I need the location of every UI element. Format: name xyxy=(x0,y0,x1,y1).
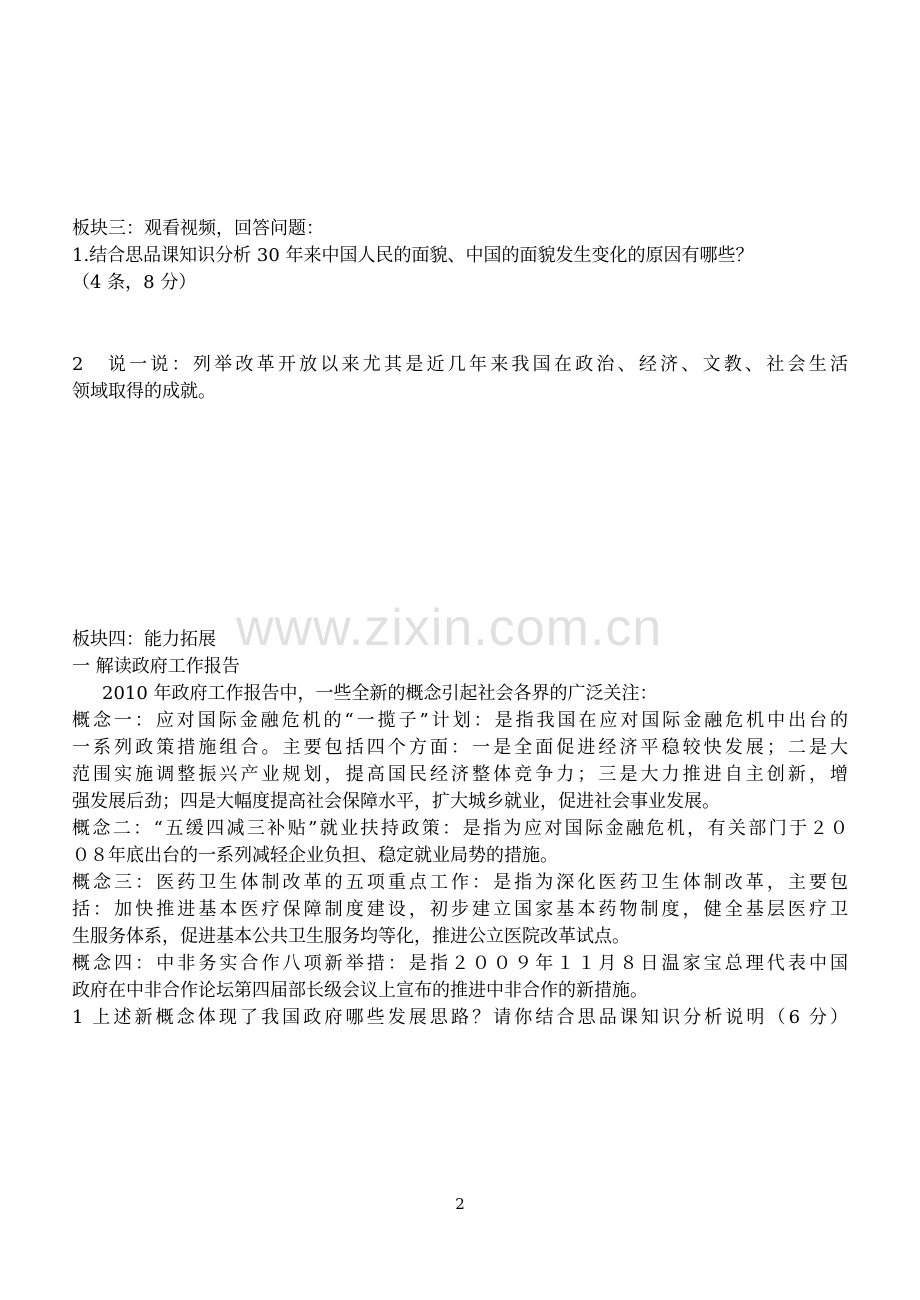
section3-heading: 板块三：观看视频，回答问题： xyxy=(72,218,324,239)
concept1-line1: 概念一：应对国际金融危机的“一揽子”计划：是指我国在应对国际金融危机中出台的 xyxy=(72,710,848,731)
watermark: www.zixin.com.cn xyxy=(236,599,663,657)
page-number: 2 xyxy=(455,1195,465,1213)
concept1-line2: 一系列政策措施组合。主要包括四个方面：一是全面促进经济平稳较快发展；二是大 xyxy=(72,737,848,758)
concept4-line2: 政府在中非合作论坛第四届部长级会议上宣布的推进中非合作的新措施。 xyxy=(72,980,648,1001)
concept1-line4: 强发展后劲；四是大幅度提高社会保障水平，扩大城乡就业，促进社会事业发展。 xyxy=(72,791,720,812)
section3-question1-line1: 1.结合思品课知识分析 30 年来中国人民的面貌、中国的面貌发生变化的原因有哪些？ xyxy=(72,245,754,266)
section3-question1-line2: （4 条，8 分） xyxy=(72,272,197,293)
concept3-line3: 生服务体系，促进基本公共卫生服务均等化，推进公立医院改革试点。 xyxy=(72,926,630,947)
concept1-line3: 范围实施调整振兴产业规划，提高国民经济整体竞争力；三是大力推进自主创新，增 xyxy=(72,764,848,785)
section4-subheading: 一 解读政府工作报告 xyxy=(72,656,240,677)
section4-intro: 2010 年政府工作报告中，一些全新的概念引起社会各界的广泛关注： xyxy=(102,683,658,704)
concept2-line1: 概念二：“五缓四减三补贴”就业扶持政策：是指为应对国际金融危机，有关部门于２０ xyxy=(72,818,848,839)
section3-question2-line2: 领域取得的成就。 xyxy=(72,381,216,402)
concept3-line1: 概念三：医药卫生体制改革的五项重点工作：是指为深化医药卫生体制改革，主要包 xyxy=(72,872,848,893)
section3-question2-line1: 2 说一说：列举改革开放以来尤其是近几年来我国在政治、经济、文教、社会生活 xyxy=(72,354,848,375)
section4-heading: 板块四：能力拓展 xyxy=(72,629,216,650)
concept3-line2: 括：加快推进基本医疗保障制度建设，初步建立国家基本药物制度，健全基层医疗卫 xyxy=(72,899,848,920)
concept2-line2: ０８年底出台的一系列减轻企业负担、稳定就业局势的措施。 xyxy=(72,845,558,866)
concept4-line1: 概念四：中非务实合作八项新举措：是指２００９年１１月８日温家宝总理代表中国 xyxy=(72,953,848,974)
section4-question1: 1 上述新概念体现了我国政府哪些发展思路？请你结合思品课知识分析说明（6 分） xyxy=(72,1007,848,1028)
